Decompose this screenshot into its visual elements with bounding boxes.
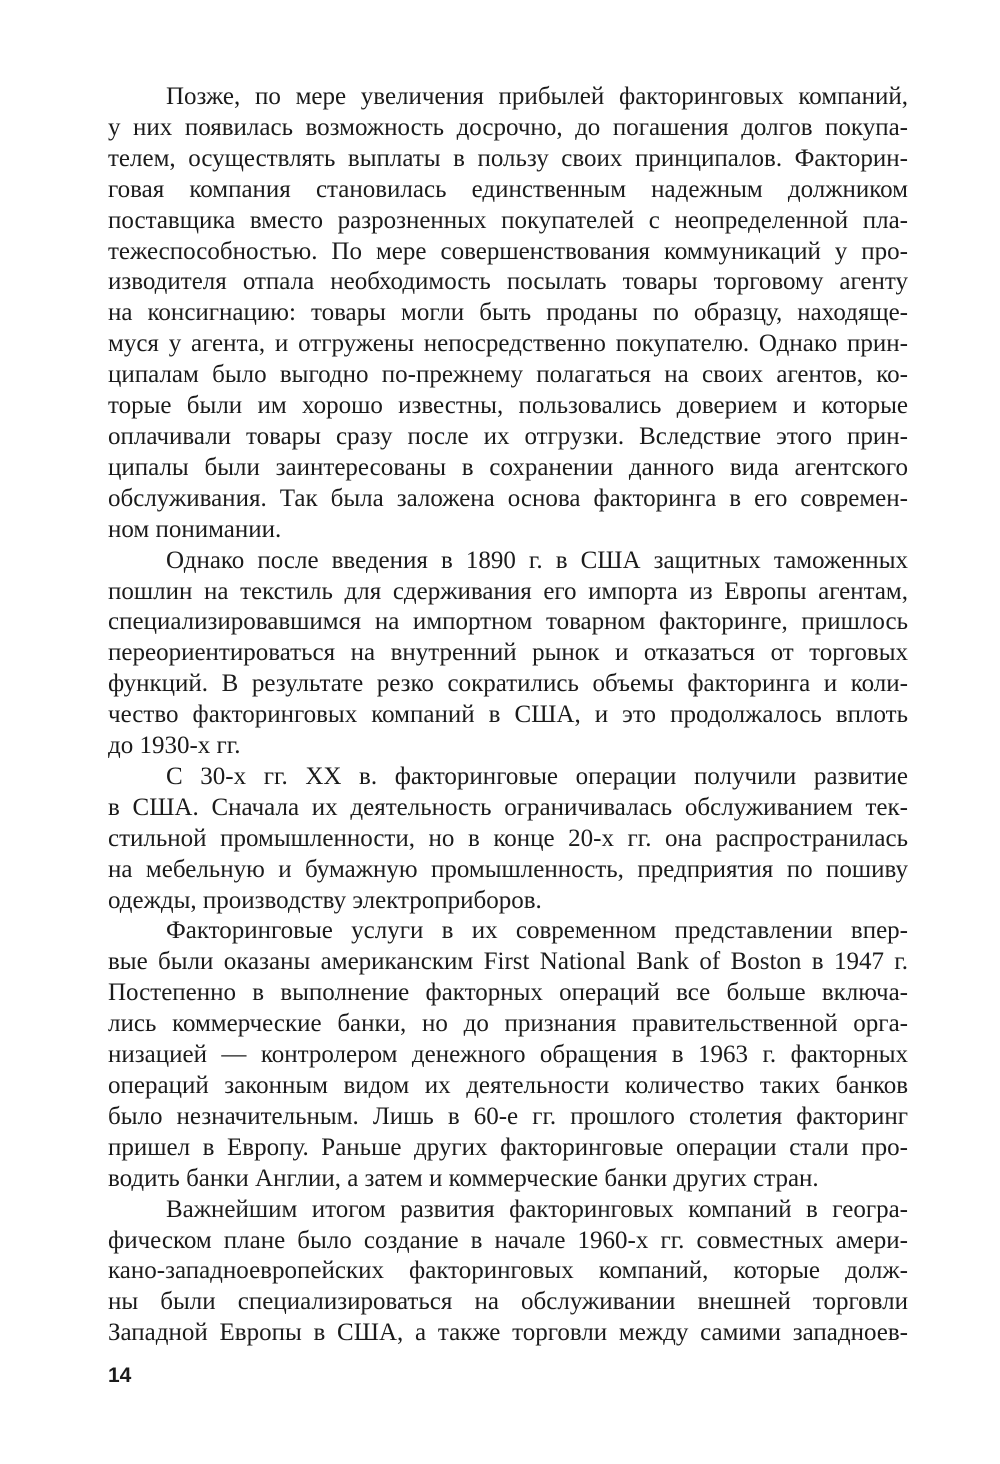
text-line: оплачивали товары сразу после их отгрузки. Вследствие этого прин-	[108, 422, 908, 450]
text-line: низацией — контролером денежного обращения в 1963 г. факторных	[108, 1041, 908, 1069]
paragraph	[108, 546, 908, 762]
paragraph	[108, 1195, 908, 1350]
text-line: обслуживания. Так была заложена основа факторинга в его современ-	[108, 484, 908, 512]
text-line: пришел в Европу. Раньше других факторинговые операции стали про-	[108, 1133, 908, 1161]
text-line: Однако после введения в 1890 г. в США защитных таможенных	[166, 546, 908, 574]
paragraph	[108, 762, 908, 917]
text-line: ципалы были заинтересованы в сохранении данного вида агентского	[108, 453, 908, 481]
text-line: изводителя отпала необходимость посылать товары торговому агенту	[108, 268, 908, 296]
page-body	[108, 82, 908, 1349]
text-line: муся у агента, и отгружены непосредственно покупателю. Однако прин-	[108, 330, 908, 358]
text-line: Важнейшим итогом развития факторинговых компаний в геогра-	[166, 1195, 908, 1223]
text-line: поставщика вместо разрозненных покупателей с неопределенной пла-	[108, 206, 908, 234]
text-line: операций законным видом их деятельности количество таких банков	[108, 1072, 908, 1099]
text-line: тежеспособностью. По мере совершенствования коммуникаций у про-	[108, 237, 908, 265]
text-line: функций. В результате резко сократились объемы факторинга и коли-	[108, 670, 908, 698]
text-line: фическом плане было создание в начале 1960-х гг. совместных амери-	[108, 1226, 908, 1254]
text-line: лись коммерческие банки, но до признания правительственной орга-	[108, 1010, 908, 1038]
text-line: ципалам было выгодно по-прежнему полагаться на своих агентов, ко-	[108, 361, 908, 389]
paragraph	[108, 916, 908, 1194]
text-line: С 30-х гг. XX в. факторинговые операции получили развитие	[166, 762, 908, 790]
text-line: телем, осуществлять выплаты в пользу своих принципалов. Факторин-	[108, 144, 908, 172]
text-line: в США. Сначала их деятельность ограничивалась обслуживанием тек-	[108, 793, 908, 821]
text-line: одежды, производству электроприборов.	[108, 886, 542, 914]
text-line: пошлин на текстиль для сдерживания его импорта из Европы агентам,	[108, 577, 908, 605]
text-line: Западной Европы в США, а также торговли между самими западноев-	[108, 1319, 908, 1347]
text-line: специализировавшимся на импортном товарном факторинге, пришлось	[108, 608, 908, 636]
text-line: стильной промышленности, но в конце 20-х гг. она распространилась	[108, 824, 908, 852]
text-line: чество факторинговых компаний в США, и это продолжалось вплоть	[108, 701, 908, 729]
text-line: кано-западноевропейских факторинговых компаний, которые долж-	[108, 1257, 908, 1285]
text-line: до 1930-х гг.	[108, 732, 241, 760]
paragraph	[108, 82, 908, 546]
text-line: водить банки Англии, а затем и коммерческие банки других стран.	[108, 1164, 819, 1192]
text-line: переориентироваться на внутренний рынок и отказаться от торговых	[108, 639, 908, 667]
text-line: говая компания становилась единственным надежным должником	[108, 175, 908, 203]
text-line: было незначительным. Лишь в 60-е гг. прошлого столетия факторинг	[108, 1102, 908, 1130]
text-line: на мебельную и бумажную промышленность, предприятия по пошиву	[108, 855, 908, 883]
text-line: Позже, по мере увеличения прибылей факторинговых компаний,	[166, 83, 908, 110]
text-line: торые были им хорошо известны, пользовались доверием и которые	[108, 392, 908, 420]
text-line: ном понимании.	[108, 515, 282, 543]
text-line: у них появилась возможность досрочно, до погашения долгов покупа-	[108, 113, 908, 141]
text-line: ны были специализироваться на обслуживании внешней торговли	[108, 1288, 908, 1316]
page-number: 14	[108, 1364, 132, 1387]
text-line: Факторинговые услуги в их современном представлении впер-	[166, 917, 908, 945]
text-line: Постепенно в выполнение факторных операций все больше включа-	[108, 979, 908, 1007]
text-line: вые были оказаны американским First National Bank of Boston в 1947 г.	[108, 948, 908, 976]
text-line: на консигнацию: товары могли быть проданы по образцу, находяще-	[108, 299, 908, 327]
